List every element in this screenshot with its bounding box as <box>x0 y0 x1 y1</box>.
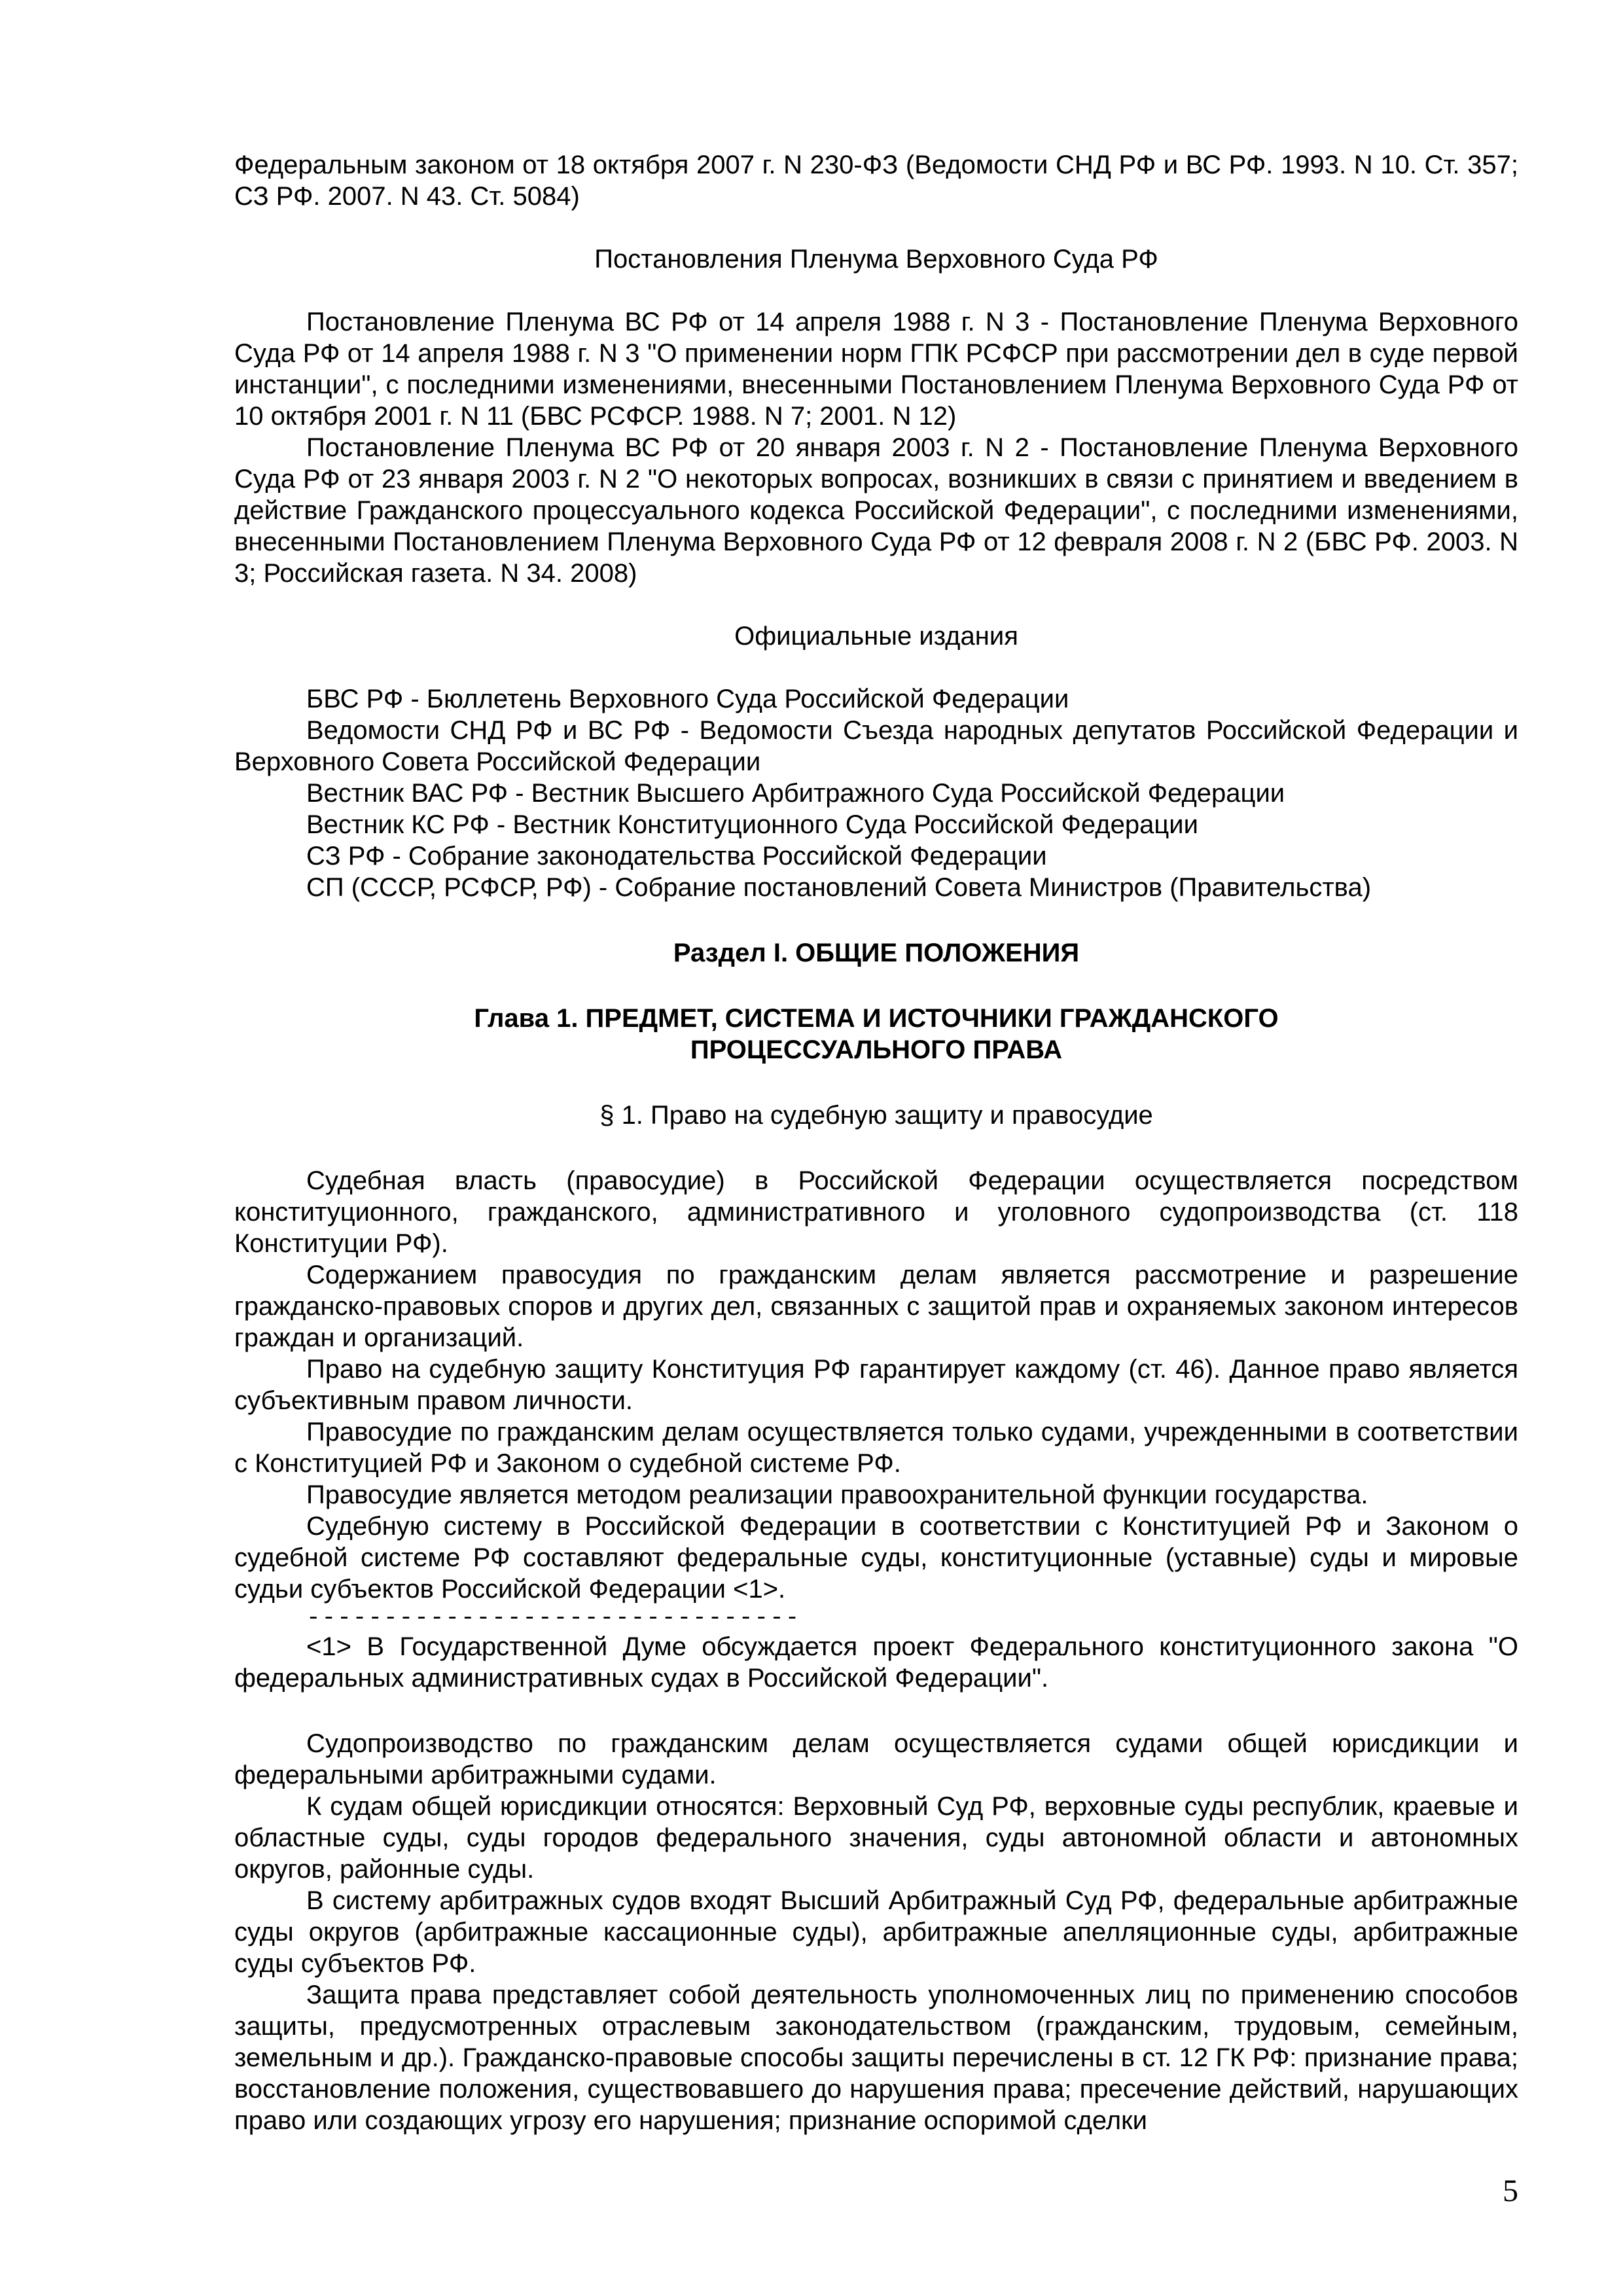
official-edition-item: СЗ РФ - Собрание законодательства Российской Федерации <box>306 842 1047 870</box>
official-edition-item: Ведомости СНД РФ и ВС РФ - Ведомости Съезда народных депутатов Российской Федерации и Верховного Совета Российской Федерации <box>234 716 1518 776</box>
official-editions-heading: Официальные издания <box>734 622 1018 651</box>
body-paragraph: Защита права представляет собой деятельность уполномоченных лиц по применению способов защиты, предусмотренных отраслевым законодательством (гражданским, трудовым, семейным, земельным и др.). Гражданско-правовые способы защиты перечислены в ст. 12 ГК РФ: признание права; восстановление положения, существовавшего до нарушения права; пресечение действий, нарушающих право или создающих угрозу его нарушения; признание оспоримой сделки <box>234 1981 1518 2135</box>
intro-paragraph: Федеральным законом от 18 октября 2007 г. N 230-ФЗ (Ведомости СНД РФ и ВС РФ. 1993. N 10. Ст. 357; СЗ РФ. 2007. N 43. Ст. 5084) <box>234 151 1518 211</box>
official-edition-item: Вестник ВАС РФ - Вестник Высшего Арбитражного Суда Российской Федерации <box>306 779 1285 808</box>
official-edition-item: СП (СССР, РСФСР, РФ) - Собрание постановлений Совета Министров (Правительства) <box>306 873 1372 902</box>
plenum-item: Постановление Пленума ВС РФ от 14 апреля 1988 г. N 3 - Постановление Пленума Верховного Суда РФ от 14 апреля 1988 г. N 3 "О применении норм ГПК РСФСР при рассмотрении дел в суде первой инстанции", с последними изменениями, внесенными Постановлением Пленума Верховного Суда РФ от 10 октября 2001 г. N 11 (БВС РСФСР. 1988. N 7; 2001. N 12) <box>234 308 1518 431</box>
section-title: Раздел I. ОБЩИЕ ПОЛОЖЕНИЯ <box>673 939 1080 967</box>
chapter-title-line-2: ПРОЦЕССУАЛЬНОГО ПРАВА <box>690 1035 1063 1064</box>
plenum-heading: Постановления Пленума Верховного Суда РФ <box>594 245 1158 274</box>
footnote-separator: -------------------------------- <box>306 1604 801 1631</box>
body-paragraph: Судебную систему в Российской Федерации в соответствии с Конституцией РФ и Законом о судебной системе РФ составляют федеральные суды, конституционные (уставные) суды и мировые судьи субъектов Российской Федерации <1>. <box>234 1512 1518 1604</box>
official-edition-item: Вестник КС РФ - Вестник Конституционного Суда Российской Федерации <box>306 810 1198 839</box>
chapter-title-line-1: Глава 1. ПРЕДМЕТ, СИСТЕМА И ИСТОЧНИКИ ГРАЖДАНСКОГО <box>474 1004 1279 1033</box>
body-paragraph: Содержанием правосудия по гражданским делам является рассмотрение и разрешение гражданско-правовых споров и других дел, связанных с защитой прав и охраняемых законом интересов граждан и организаций. <box>234 1261 1518 1352</box>
page-number: 5 <box>1503 2174 1518 2208</box>
body-paragraph: К судам общей юрисдикции относятся: Верховный Суд РФ, верховные суды республик, краевые и областные суды, суды городов федерального значения, суды автономной области и автономных округов, районные суды. <box>234 1792 1518 1884</box>
document-page <box>234 149 1518 2136</box>
body-paragraph: Судебная власть (правосудие) в Российской Федерации осуществляется посредством конституционного, гражданского, административного и уголовного судопроизводства (ст. 118 Конституции РФ). <box>234 1166 1518 1258</box>
paragraph-title: § 1. Право на судебную защиту и правосудие <box>599 1101 1153 1130</box>
body-paragraph: Право на судебную защиту Конституция РФ гарантирует каждому (ст. 46). Данное право является субъективным правом личности. <box>234 1355 1518 1415</box>
body-paragraph: Судопроизводство по гражданским делам осуществляется судами общей юрисдикции и федеральными арбитражными судами. <box>234 1729 1518 1789</box>
plenum-item: Постановление Пленума ВС РФ от 20 января 2003 г. N 2 - Постановление Пленума Верховного Суда РФ от 23 января 2003 г. N 2 "О некоторых вопросах, возникших в связи с принятием и введением в действие Гражданского процессуального кодекса Российской Федерации", с последними изменениями, внесенными Постановлением Пленума Верховного Суда РФ от 12 февраля 2008 г. N 2 (БВС РФ. 2003. N 3; Российская газета. N 34. 2008) <box>234 433 1518 588</box>
body-paragraph: В систему арбитражных судов входят Высший Арбитражный Суд РФ, федеральные арбитражные суды округов (арбитражные кассационные суды), арбитражные апелляционные суды, арбитражные суды субъектов РФ. <box>234 1886 1518 1978</box>
body-paragraph: Правосудие по гражданским делам осуществляется только судами, учрежденными в соответствии с Конституцией РФ и Законом о судебной системе РФ. <box>234 1418 1518 1478</box>
official-edition-item: БВС РФ - Бюллетень Верховного Суда Российской Федерации <box>306 685 1069 713</box>
footnote: <1> В Государственной Думе обсуждается проект Федерального конституционного закона "О федеральных административных судах в Российской Федерации". <box>234 1632 1518 1693</box>
body-paragraph: Правосудие является методом реализации правоохранительной функции государства. <box>306 1480 1368 1509</box>
